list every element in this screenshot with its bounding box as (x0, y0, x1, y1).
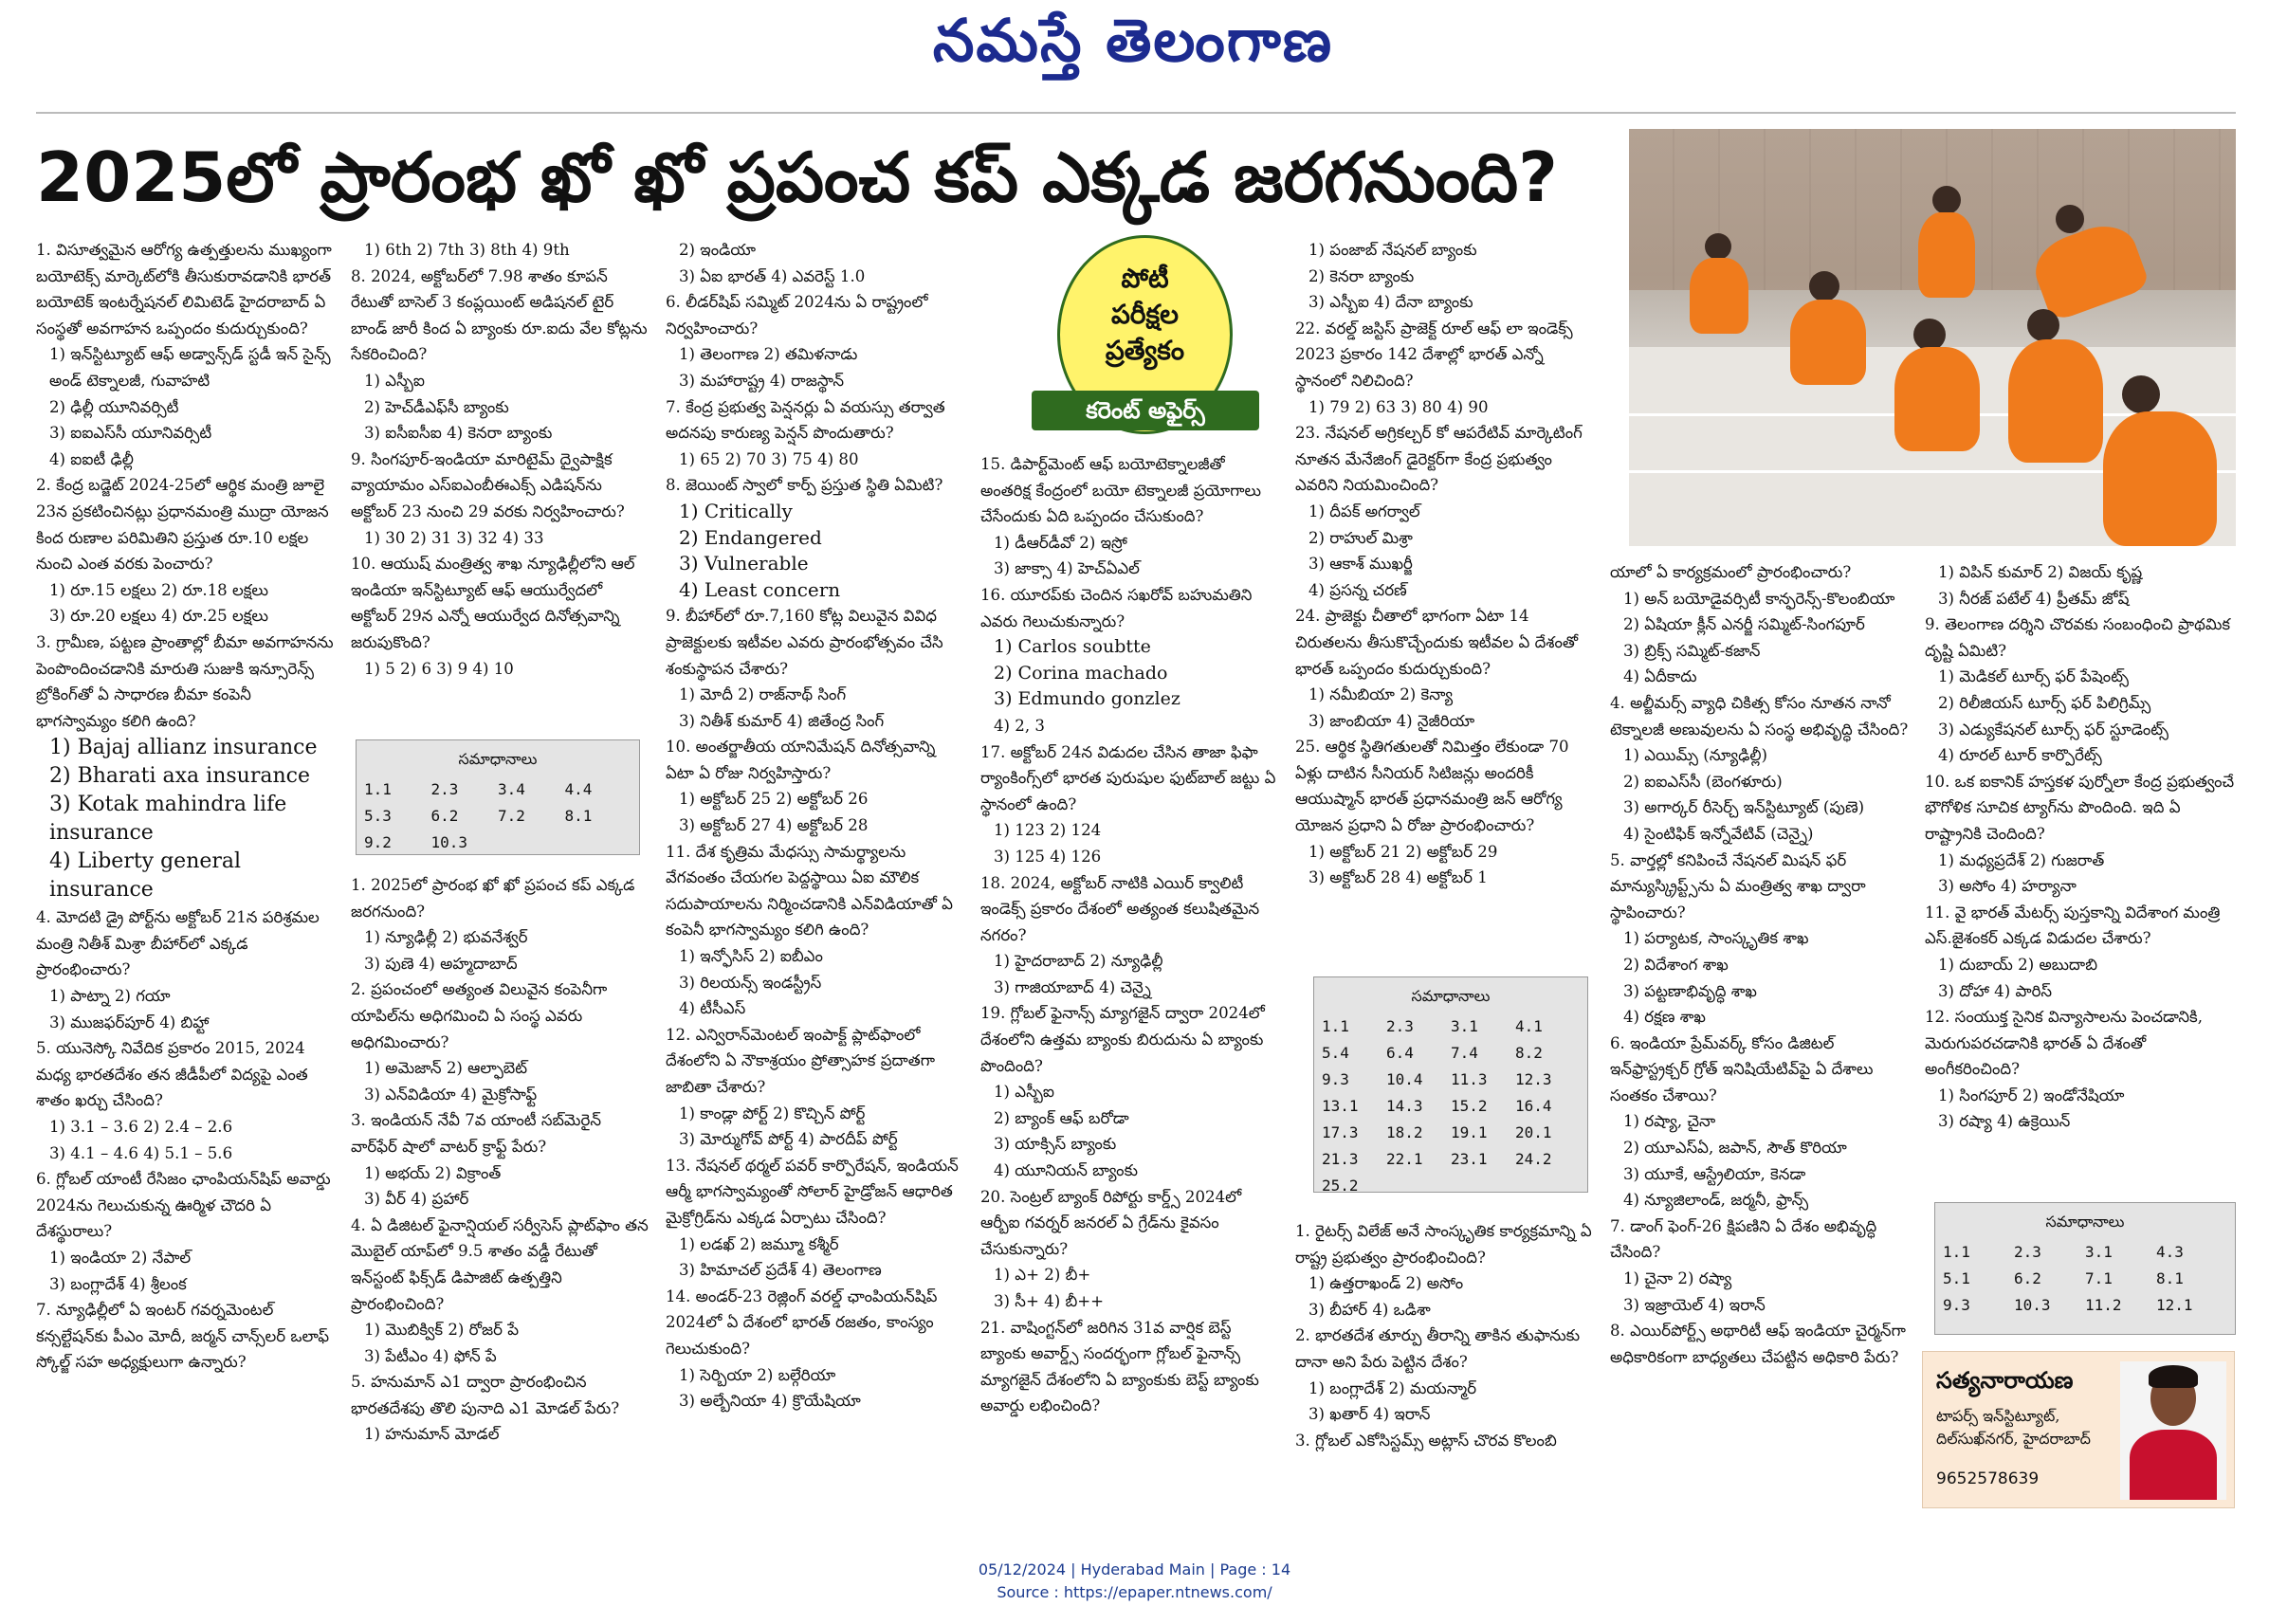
col1-line: 3) ఐఐఎస్‌సీ యూనివర్సిటీ (49, 424, 212, 443)
answers-box-3 (1934, 1202, 2236, 1335)
answer-item: 2.3 (430, 780, 459, 798)
answer-item: 12.3 (1515, 1070, 1552, 1088)
col6-line: 3) పట్టణాభివృద్ధి శాఖ (1623, 981, 1757, 1000)
col2b-line: 3. ఇండియన్ నేవీ 7వ యాంటీ సబ్‌మెరైన్ వార్‌ఫేర్ షాలో వాటర్ క్రాఫ్ట్ పేరు? (351, 1111, 601, 1156)
answer-item: 8.2 (1515, 1044, 1543, 1062)
col5b-line: 3) బీహార్ 4) ఒడిశా (1308, 1300, 1431, 1319)
answer-item: 4.1 (1515, 1017, 1543, 1035)
col7-line: 10. ఒక ఐకానిక్ హస్తకళ పుర్నోలా కేంద్ర ప్రభుత్వంచే భౌగోళిక సూచిక ట్యాగ్‌ను పొందింది. ఇది ఏ రాష్ట్రానికి చెందింది? (1925, 772, 2235, 843)
col1-line: 3) ముజఫర్‌పూర్ 4) బిహ్టా (49, 1013, 210, 1031)
col2b-line: 1) న్యూఢిల్లీ 2) భువనేశ్వర్ (364, 928, 528, 947)
column-4 (980, 451, 1280, 1494)
author-box (1922, 1351, 2235, 1508)
col5-line: 4) ప్రసన్న చరణ్ (1308, 580, 1407, 599)
footer-source-link[interactable]: Source : https://epaper.ntnews.com/ (997, 1583, 1272, 1601)
current-affairs-ribbon: కరెంట్ అఫైర్స్ (1032, 391, 1259, 430)
col6-line: 7. డాంగ్ ఫెంగ్-26 క్షిపణిని ఏ దేశం అభివృద్ధి చేసింది? (1610, 1216, 1877, 1262)
col2-line: 9. సింగపూర్-ఇండియా మారిటైమ్ ద్వైపాక్షిక వ్యాయామం ఎస్ఐఎంబీఈఎక్స్ ఎడిషన్‌ను అక్టోబర్ 23 నుంచి 29 వరకు నిర్వహించారు? (351, 449, 625, 520)
col6-line: 4) సైంటిఫిక్ ఇన్నోవేటివ్ (చెన్నై) (1623, 824, 1814, 843)
col5b-line: 1. రైటర్స్ విలేజ్ అనే సాంస్కృతిక కార్యక్రమాన్ని ఏ రాష్ట్ర ప్రభుత్వం ప్రారంభించింది? (1295, 1222, 1592, 1267)
col7-line: 3) అసోం 4) హర్యానా (1938, 877, 2077, 896)
answer-item: 22.1 (1386, 1150, 1423, 1168)
answer-item: 24.2 (1515, 1150, 1552, 1168)
col2b-line: 4. ఏ డిజిటల్ ఫైనాన్షియల్ సర్వీసెస్ ప్లాట్‌ఫాం తన మొబైల్ యాప్‌లో 9.5 శాతం వడ్డీ రేటుతో ఇన్‌స్టంట్ ఫిక్స్‌డ్ డిపాజిట్ ఉత్పత్తిని ప్రారంభించింది? (351, 1215, 649, 1313)
col5-line: 25. ఆర్థిక స్థితిగతులతో నిమిత్తం లేకుండా 70 ఏళ్లు దాటిన సీనియర్ సిటిజన్లు అందరికీ ఆయుష్మాన్ భారత్ ప్రధానమంత్రి జన్ ఆరోగ్య యోజన ప్రధాని ఏ రోజు ప్రారంభించారు? (1295, 738, 1569, 835)
col3-line: 1) అక్టోబర్ 25 2) అక్టోబర్ 26 (679, 790, 869, 809)
col6-line: 1) చైనా 2) రష్యా (1623, 1269, 1732, 1288)
col6-line: 3) బ్రిక్స్ సమ్మిట్-కజాన్ (1623, 641, 1761, 660)
col7-line: 3) రష్యా 4) ఉక్రెయిన్ (1938, 1112, 2071, 1131)
col6-line: 3) ఇజ్రాయెల్ 4) ఇరాన్ (1623, 1295, 1766, 1314)
answer-item: 11.3 (1451, 1070, 1488, 1088)
col3-line: 6. లీడర్‌షిప్ సమ్మిట్ 2024ను ఏ రాష్ట్రంలో నిర్వహించారు? (666, 293, 928, 338)
col5-line: 1) అక్టోబర్ 21 2) అక్టోబర్ 29 (1308, 842, 1498, 861)
answer-item: 14.3 (1386, 1097, 1423, 1115)
col6-line: 1) రష్యా, చైనా (1623, 1112, 1716, 1131)
answer-item: 9.3 (1943, 1296, 1970, 1314)
col5-line: 1) 79 2) 63 3) 80 4) 90 (1308, 397, 1489, 416)
col3-line: 3) Vulnerable (679, 552, 809, 575)
col3-line: 13. నేషనల్ థర్మల్ పవర్ కార్పొరేషన్, ఇండియన్ ఆర్మీ భాగస్వామ్యంతో సోలార్ హైడ్రోజన్ ఆధారిత మైక్రోగ్రిడ్‌ను ఎక్కడ ఏర్పాటు చేసింది? (666, 1156, 959, 1227)
col1-line: 1. విసూత్వమైన ఆరోగ్య ఉత్పత్తులను ముఖ్యంగా బయోటెక్స్ మార్కెట్‌లోకి తీసుకురావడానికి భారత్ బయోటెక్ ఇంటర్నేషనల్ లిమిటెడ్ హైదరాబాద్ ఏ సంస్థతో అవగాహన ఒప్పందం కుదుర్చుకుంది? (36, 241, 332, 338)
col1-line: 5. యునెస్కో నివేదిక ప్రకారం 2015, 2024 మధ్య భారతదేశం తన జీడీపీలో విద్యపై ఎంత శాతం ఖర్చు చేసింది? (36, 1039, 308, 1110)
answer-item: 9.3 (1322, 1070, 1349, 1088)
col7-line: 3) నీరజ్ పటేల్ 4) ప్రీతమ్ జోష్ (1938, 589, 2130, 608)
author-name: సత్యనారాయణ (1936, 1367, 2074, 1394)
col2-line: 1) ఎస్బీఐ (364, 371, 425, 390)
answer-item: 9.2 (364, 833, 392, 851)
answer-item: 5.4 (1322, 1044, 1349, 1062)
col7-line: 9. తెలంగాణ దర్శిని చొరవకు సంబంధించి ప్రాథమిక దృష్టి ఏమిటి? (1925, 615, 2231, 660)
col5-line: 24. ప్రాజెక్టు చీతాలో భాగంగా ఏటా 14 చిరుతలను తీసుకొచ్చేందుకు ఇటీవల ఏ దేశంతో భారత్ ఒప్పందం కుదుర్చుకుంది? (1295, 607, 1579, 678)
col3-line: 3) ఏఐ భారత్ 4) ఎవరెస్ట్ 1.0 (679, 266, 866, 285)
col6-line: 1) పర్యాటక, సాంస్కృతిక శాఖ (1623, 929, 1809, 948)
col6-line: 4) ఏదీకాదు (1623, 667, 1697, 686)
answer-item: 16.4 (1515, 1097, 1552, 1115)
col5-line: 3) జాంబియా 4) నైజీరియా (1308, 711, 1475, 730)
answer-item: 10.4 (1386, 1070, 1423, 1088)
masthead-rule (36, 112, 2236, 114)
answer-item: 5.3 (364, 807, 392, 825)
answer-item: 19.1 (1451, 1123, 1488, 1141)
badge-line-1: పోటీ (1121, 263, 1169, 294)
author-phone: 9652578639 (1936, 1469, 2040, 1488)
author-institute: టాపర్స్ ఇన్‌స్టిట్యూట్, దిల్‌సుఖ్‌నగర్, హైదరాబాద్ (1936, 1407, 2091, 1448)
col4-line: 3) యాక్సిస్ బ్యాంకు (994, 1135, 1117, 1154)
answer-item: 1.1 (1943, 1243, 1970, 1261)
col4-line: 1) ఎ+ 2) బీ+ (994, 1266, 1091, 1285)
answer-item: 11.2 (2085, 1296, 2122, 1314)
col6-line: 6. ఇండియా ప్రేమ్‌వర్క్ కోసం డిజిటల్ ఇన్‌ఫ్రాస్ట్రక్చర్ గ్రోత్ ఇనిషియేటివ్‌పై ఏ దేశాలు సంతకం చేశాయి? (1610, 1033, 1874, 1104)
col4-line: 21. వాషింగ్టన్‌లో జరిగిన 31వ వార్షిక బెస్ట్ బ్యాంకు అవార్డ్స్ సందర్భంగా గ్లోబల్ ఫైనాన్స్ మ్యాగజైన్ దేశంలోని ఏ బ్యాంకుకు బెస్ట్ బ్యాంకు అవార్డు లభించింది? (980, 1318, 1259, 1415)
answer-item: 3.1 (2085, 1243, 2113, 1261)
col7-line: 1) సింగపూర్ 2) ఇండోనేషియా (1938, 1086, 2125, 1104)
answer-item: 23.1 (1451, 1150, 1488, 1168)
col7-line: 3) ఎడ్యుకేషనల్ టూర్స్ ఫర్ స్టూడెంట్స్ (1938, 720, 2169, 739)
answer-item: 17.3 (1322, 1123, 1359, 1141)
col4-line: 4) యూనియన్ బ్యాంకు (994, 1161, 1138, 1180)
col6-line: 4) రక్షణ శాఖ (1623, 1008, 1706, 1027)
col1-line: 3) Kotak mahindra life insurance (49, 793, 287, 846)
col1-line: 4) Liberty general insurance (49, 849, 242, 903)
col3-line: 8. జెయింట్ స్వాలో కార్ప్ ప్రస్తుత స్థితి ఏమిటి? (666, 476, 943, 495)
answer-item: 6.2 (430, 807, 459, 825)
col7-line: 4) రూరల్ టూర్ కార్పొరేట్స్ (1938, 746, 2102, 765)
col6-line: 4. అల్జీమర్స్ వ్యాధి చికిత్స కోసం నూతన నానో టెక్నాలజీ అణువులను ఏ సంస్థ అభివృద్ధి చేసింది? (1610, 693, 1909, 739)
col4-line: 3) సీ+ 4) బీ++ (994, 1292, 1105, 1310)
answer-item: 7.2 (498, 807, 525, 825)
page-headline: 2025లో ప్రారంభ ఖో ఖో ప్రపంచ కప్ ఎక్కడ జరగనుంది? (36, 137, 1558, 217)
col4-line: 1) హైదరాబాద్ 2) న్యూఢిల్లీ (994, 952, 1163, 971)
answer-item: 18.2 (1386, 1123, 1423, 1141)
col6-line: 2) ఐఐఎస్‌సీ (బెంగళూరు) (1623, 772, 1783, 791)
col4-line: 19. గ్లోబల్ ఫైనాన్స్ మ్యాగజైన్ ద్వారా 2024లో దేశంలోని ఉత్తమ బ్యాంకు బిరుదును ఏ బ్యాంకు పొందింది? (980, 1004, 1265, 1075)
col2b-line: 1) హనుమాన్ మోడల్ (364, 1425, 500, 1444)
col4-line: 3) గాజియాబాద్ 4) చెన్నై (994, 977, 1151, 996)
col2b-line: 1. 2025లో ప్రారంభ ఖో ఖో ప్రపంచ కప్ ఎక్కడ జరగనుంది? (351, 876, 635, 921)
answer-item: 8.1 (564, 807, 593, 825)
col5-line: 23. నేషనల్ అగ్రికల్చర్ కో ఆపరేటివ్ మార్కెటింగ్ నూతన మేనేజింగ్ డైరెక్టర్‌గా కేంద్ర ప్రభుత్వం ఎవరిని నియమించింది? (1295, 424, 1583, 495)
col5b-line: 3) ఖతార్ 4) ఇరాన్ (1308, 1405, 1431, 1424)
col5b-line: 1) ఉత్తరాఖండ్ 2) అసోం (1308, 1274, 1464, 1293)
answer-item: 15.2 (1451, 1097, 1488, 1115)
col3-line: 4) Least concern (679, 577, 841, 601)
col2b-line: 1) అమెజాన్ 2) ఆల్ఫాబెట్ (364, 1059, 528, 1078)
author-photo (2120, 1361, 2226, 1500)
col2b-line: 1) అభయ్ 2) విక్రాంత్ (364, 1163, 502, 1182)
col3-line: 11. దేశ కృత్రిమ మేధస్సు సామర్థ్యాలను వేగవంతం చేయగల పెద్దస్థాయి ఏఐ మౌలిక సదుపాయాలను నిర్మించడానికి ఎన్‌విడియాతో ఏ కంపెనీ భాగస్వామ్యం కలిగి ఉంది? (666, 842, 953, 940)
col3-line: 7. కేంద్ర ప్రభుత్వ పెన్షనర్లు ఏ వయస్సు తర్వాత అదనపు కారుణ్య పెన్షన్ పొందుతారు? (666, 397, 945, 443)
col1-line: 1) పాట్నా 2) గయా (49, 987, 171, 1006)
col2-line: 3) ఐసీఐసీఐ 4) కెనరా బ్యాంకు (364, 424, 553, 443)
col4-line: 18. 2024, అక్టోబర్ నాటికి ఎయిర్ క్వాలిటీ ఇండెక్స్ ప్రకారం దేశంలో అత్యంత కలుషితమైన నగరం? (980, 873, 1260, 944)
col5b-line: 3. గ్లోబల్ ఎకోసిస్టమ్స్ అట్లాస్ చొరవ కొలంబి (1295, 1431, 1557, 1450)
col6-line: 2) యూఎస్ఏ, జపాన్, సౌత్ కొరియా (1623, 1139, 1847, 1158)
col6-line: 2) ఏషియా క్లీన్ ఎనర్జీ సమ్మిట్-సింగపూర్ (1623, 615, 1865, 634)
col3-line: 1) సెర్బియా 2) బల్గేరియా (679, 1365, 836, 1384)
col6-line: 8. ఎయిర్‌పోర్ట్స్ అథారిటీ ఆఫ్ ఇండియా చైర్మన్‌గా అధికారికంగా బాధ్యతలు చేపట్టిన అధికారి పేరు? (1610, 1322, 1906, 1366)
col4-line: 4) 2, 3 (994, 716, 1045, 735)
col5b-line: 2. భారతదేశ తూర్పు తీరాన్ని తాకిన తుఫానుకు దానా అని పేరు పెట్టిన దేశం? (1295, 1326, 1581, 1371)
badge-line-3: ప్రత్యేకం (1105, 335, 1185, 366)
col2-line: 1) 30 2) 31 3) 32 4) 33 (364, 528, 544, 547)
col2-line: 8. 2024, అక్టోబర్‌లో 7.98 శాతం కూపన్ రేటుతో బాసెల్ 3 కంప్లయింట్ అడిషనల్ టైర్ బాండ్ జారీ కింద ఏ బ్యాంకు రూ.ఐదు వేల కోట్లను సేకరించింది? (351, 266, 648, 364)
col4-line: 17. అక్టోబర్ 24న విడుదల చేసిన తాజా ఫిఫా ర్యాంకింగ్స్‌లో భారత పురుషుల ఫుట్‌బాల్ జట్టు ఏ స్థానంలో ఉంది? (980, 742, 1276, 813)
answers-box-2 (1313, 976, 1588, 1193)
answers-title: సమాధానాలు (2045, 1213, 2125, 1231)
col2b-line: 1) మొబిక్విక్ 2) రోజర్ పే (364, 1321, 519, 1340)
col1-line: 1) 3.1 – 3.6 2) 2.4 – 2.6 (49, 1118, 233, 1137)
col5-line: 3) అక్టోబర్ 28 4) అక్టోబర్ 1 (1308, 868, 1488, 887)
col3-line: 1) మోదీ 2) రాజ్‌నాథ్ సింగ్ (679, 685, 847, 704)
column-2b (351, 872, 650, 1479)
badge-line-2: పరీక్షల (1111, 299, 1179, 330)
answers-title: సమాధానాలు (458, 750, 538, 768)
answer-item: 4.4 (564, 780, 593, 798)
col3-line: 9. బీహార్‌లో రూ.7,160 కోట్ల విలువైన వివిధ ప్రాజెక్టులకు ఇటీవల ఎవరు ప్రారంభోత్సవం చేసి శంకుస్థాపన చేశారు? (666, 607, 943, 678)
col5-line: 2) కెనరా బ్యాంకు (1308, 266, 1415, 285)
col7-line: 3) దోహా 4) పారిస్ (1938, 981, 2053, 1000)
col1-line: 3. గ్రామీణ, పట్టణ ప్రాంతాల్లో బీమా అవగాహనను పెంపొందించడానికి మారుతి సుజుకి ఇన్సూరెన్స్ బ్రోకింగ్‌తో ఏ సాధారణ బీమా కంపెనీ భాగస్వామ్యం కలిగి ఉంది? (36, 632, 334, 730)
col6-line: 1) ఎయిమ్స్ (న్యూఢిల్లీ) (1623, 746, 1768, 765)
col4-line: 1) Carlos soubtte (994, 636, 1151, 658)
col6-line: 3) అగార్కర్ రీసెర్చ్ ఇన్‌స్టిట్యూట్ (పుణె) (1623, 798, 1865, 817)
col4-line: 3) జాక్సా 4) హెచ్ఏఎల్ (994, 559, 1140, 578)
col4-line: 1) ఎస్బీఐ (994, 1083, 1054, 1102)
col6-line: 2) విదేశాంగ శాఖ (1623, 955, 1729, 974)
col4-line: 2) బ్యాంక్ ఆఫ్ బరోడా (994, 1108, 1129, 1127)
answer-item: 1.1 (1322, 1017, 1349, 1035)
kho-kho-photo (1629, 129, 2236, 546)
col2-line: 10. ఆయుష్ మంత్రిత్వ శాఖ న్యూఢిల్లీలోని ఆల్ ఇండియా ఇన్‌స్టిట్యూట్ ఆఫ్ ఆయుర్వేదలో అక్టోబర్ 29న ఎన్నో ఆయుర్వేద దినోత్సవాన్ని జరుపుకొంది? (351, 555, 635, 651)
col3-line: 10. అంతర్జాతీయ యానిమేషన్ దినోత్సవాన్ని ఏటా ఏ రోజు నిర్వహిస్తారు? (666, 738, 936, 782)
col7-line: 12. సంయుక్త సైనిక విన్యాసాలను పెంచడానికి, మెరుగుపరచడానికి భారత్ ఏ దేశంతో అంగీకరించింది? (1925, 1008, 2203, 1079)
col4-line: 15. డిపార్ట్‌మెంట్ ఆఫ్ బయోటెక్నాలజీతో అంతరిక్ష కేంద్రంలో బయో టెక్నాలజీ ప్రయోగాలు చేసేందుకు ఏది ఒప్పందం చేసుకుంది? (980, 455, 1262, 526)
col5-line: 1) దీపక్ అగర్వాల్ (1308, 502, 1420, 520)
answer-item: 10.3 (430, 833, 468, 851)
col6-line: 5. వార్తల్లో కనిపించే నేషనల్ మిషన్ ఫర్ మాన్యుస్క్రిప్ట్స్‌ను ఏ మంత్రిత్వ శాఖ ద్వారా స్థాపించారు? (1610, 850, 1866, 921)
col7-line: 1) విపిన్ కుమార్ 2) విజయ్ కృష్ణ (1938, 563, 2143, 581)
col1-line: 3) బంగ్లాదేశ్ 4) శ్రీలంక (49, 1274, 187, 1293)
col3-line: 3) అల్బేనియా 4) క్రొయేషియా (679, 1392, 861, 1411)
col5-line: 3) ఆకాశ్ ముఖర్జీ (1308, 555, 1413, 574)
answer-item: 3.1 (1451, 1017, 1478, 1035)
col3-line: 1) ఇన్ఫోసిస్ 2) ఐబీఎం (679, 947, 823, 966)
col3-line: 1) లడఖ్ 2) జమ్మూ కశ్మీర్ (679, 1234, 839, 1253)
answer-item: 12.1 (2156, 1296, 2193, 1314)
col5-line: 22. వరల్డ్ జస్టిస్ ప్రాజెక్ట్ రూల్ ఆఫ్ లా ఇండెక్స్ 2023 ప్రకారం 142 దేశాల్లో భారత్ ఎన్నో స్థానంలో నిలిచింది? (1295, 319, 1573, 390)
col3-line: 2) Endangered (679, 525, 822, 549)
col1-line: 2. కేంద్ర బడ్జెట్ 2024-25లో ఆర్థిక మంత్రి జూలై 23న ప్రకటించినట్లు ప్రధానమంత్రి ముద్రా యోజన కింద రుణాల పరిమితిని ప్రస్తుత రూ.10 లక్షల నుంచి ఎంత వరకు పెంచారు? (36, 476, 329, 574)
column-1 (36, 237, 336, 1545)
col7-line: 1) మెడికల్ టూర్స్ ఫర్ పేషెంట్స్ (1938, 667, 2130, 686)
col1-line: 3) రూ.20 లక్షలు 4) రూ.25 లక్షలు (49, 607, 268, 626)
footer-dateline: 05/12/2024 | Hyderabad Main | Page : 14 (978, 1560, 1291, 1578)
col7-line: 1) మధ్యప్రదేశ్ 2) గుజరాత్ (1938, 850, 2105, 869)
column-3 (666, 237, 965, 1545)
answers-box-1 (356, 739, 640, 855)
col3-line: 3) అక్టోబర్ 27 4) అక్టోబర్ 28 (679, 816, 869, 835)
col3-line: 12. ఎన్విరాన్‌మెంటల్ ఇంపాక్ట్ ప్లాట్‌ఫాంలో దేశంలోని ఏ నౌకాశ్రయం ప్రోత్సాహక ప్రదాతగా జాబితా చేశారు? (666, 1025, 935, 1096)
answer-item: 13.1 (1322, 1097, 1359, 1115)
answer-item: 3.4 (498, 780, 525, 798)
answer-item: 25.2 (1322, 1177, 1359, 1195)
col1-line: 1) Bajaj allianz insurance (49, 736, 318, 760)
answer-item: 2.3 (1386, 1017, 1414, 1035)
answer-item: 5.1 (1943, 1269, 1970, 1287)
col5-line: 1) నమీబియా 2) కెన్యా (1308, 685, 1454, 704)
col3-line: 3) హిమాచల్ ప్రదేశ్ 4) తెలంగాణ (679, 1261, 882, 1280)
col1-line: 1) ఇన్‌స్టిట్యూట్ ఆఫ్ అడ్వాన్స్‌డ్ స్టడీ ఇన్ సైన్స్ అండ్ టెక్నాలజీ, గువాహటి (49, 345, 331, 390)
answer-item: 6.4 (1386, 1044, 1414, 1062)
col5-line: 1) పంజాబ్ నేషనల్ బ్యాంకు (1308, 241, 1477, 259)
column-7 (1925, 559, 2236, 1185)
answer-item: 2.3 (2014, 1243, 2041, 1261)
col6-line: యాలో ఏ కార్యక్రమంలో ప్రారంభించారు? (1610, 563, 1852, 581)
answer-item: 7.4 (1451, 1044, 1478, 1062)
col2b-line: 3) ఎన్‌విడియా 4) మైక్రోసాఫ్ట్ (364, 1085, 538, 1104)
col5-line: 2) రాహుల్ మిశ్రా (1308, 528, 1413, 547)
col3-line: 1) 65 2) 70 3) 75 4) 80 (679, 449, 859, 468)
col3-line: 14. అండర్-23 రెజ్లింగ్ వరల్డ్ ఛాంపియన్‌షిప్ 2024లో ఏ దేశంలో భారత్ రజతం, కాంస్యం గెలుచుకుంది? (666, 1286, 938, 1358)
col2-line: 2) హెచ్‌డీఎఫ్‌సీ బ్యాంకు (364, 397, 509, 416)
col3-line: 2) ఇండియా (679, 241, 757, 259)
answer-item: 4.3 (2156, 1243, 2184, 1261)
col5-line: 3) ఎస్బీఐ 4) దేనా బ్యాంకు (1308, 293, 1473, 312)
col3-line: 3) మోర్ముగోవ్ పోర్ట్ 4) పారదీప్ పోర్ట్ (679, 1130, 898, 1149)
col1-line: 7. న్యూఢిల్లీలో ఏ ఇంటర్ గవర్నమెంటల్ కన్సల్టేషన్‌కు పీఎం మోదీ, జర్మన్ చాన్స్‌లర్ ఒలాఫ్ స్కోల్జ్ సహ అధ్యక్షులుగా ఉన్నారు? (36, 1301, 330, 1372)
col2-line: 1) 5 2) 6 3) 9 4) 10 (364, 659, 514, 678)
answer-item: 7.1 (2085, 1269, 2113, 1287)
answer-item: 1.1 (364, 780, 392, 798)
col1-line: 4) ఐఐటీ ఢిల్లీ (49, 449, 134, 468)
answers-title: సమాధానాలు (1411, 987, 1491, 1005)
col3-line: 1) తెలంగాణ 2) తమిళనాడు (679, 345, 858, 364)
col4-line: 3) Edmundo gonzlez (994, 688, 1180, 710)
col4-line: 2) Corina machado (994, 662, 1168, 684)
col2b-line: 3) పేటీఎం 4) ఫోన్ పే (364, 1346, 497, 1365)
col2-line: 1) 6th 2) 7th 3) 8th 4) 9th (364, 241, 570, 259)
column-6 (1610, 559, 1910, 1498)
col3-line: 3) రిలయన్స్ ఇండస్ట్రీస్ (679, 973, 822, 992)
col4-line: 1) 123 2) 124 (994, 821, 1102, 840)
col2b-line: 2. ప్రపంచంలో అత్యంత విలువైన కంపెనీగా యాపిల్‌ను అధిగమించి ఏ సంస్థ ఎవరు అధిగమించారు? (351, 980, 608, 1051)
col5b-line: 1) బంగ్లాదేశ్ 2) మయన్మార్ (1308, 1378, 1477, 1397)
col3-line: 3) నితీశ్ కుమార్ 4) జితేంద్ర సింగ్ (679, 711, 885, 730)
col7-line: 1) దుబాయ్ 2) అబుదాబి (1938, 955, 2097, 974)
col4-line: 16. యూరప్‌కు చెందిన సఖరోవ్ బహుమతిని ఎవరు గెలుచుకున్నారు? (980, 585, 1253, 630)
answer-item: 10.3 (2014, 1296, 2051, 1314)
col1-line: 2) ఢిల్లీ యూనివర్సిటీ (49, 397, 179, 416)
col1-line: 4. మోదటి డ్రై పోర్ట్‌ను అక్టోబర్ 21న పరిశ్రమల మంత్రి నితీశ్ మిశ్రా బీహార్‌లో ఎక్కడ ప్రారంభించారు? (36, 908, 320, 979)
col1-line: 3) 4.1 – 4.6 4) 5.1 – 5.6 (49, 1143, 233, 1162)
col1-line: 6. గ్లోబల్ యాంటీ రేసిజం ఛాంపియన్‌షిప్ అవార్డు 2024ను గెలుచుకున్న ఊర్మిళ చౌదరి ఏ దేశస్థురాలు? (36, 1170, 331, 1241)
col6-line: 4) న్యూజిలాండ్, జర్మనీ, ఫ్రాన్స్ (1623, 1191, 1809, 1210)
col6-line: 1) అన్ బయోడైవర్సిటీ కాన్ఫరెన్స్-కొలంబియా (1623, 589, 1895, 608)
col3-line: 1) Critically (679, 499, 793, 522)
col2b-line: 5. హనుమాన్ ఎ1 ద్వారా ప్రారంభించిన భారతదేశపు తొలి పునాది ఎ1 మోడల్ పేరు? (351, 1373, 620, 1417)
col7-line: 11. వై భారత్ మేటర్స్ పుస్తకాన్ని విదేశాంగ మంత్రి ఎస్.జైశంకర్ ఎక్కడ విడుదల చేశారు? (1925, 903, 2221, 948)
col7-line: 2) రిలీజియస్ టూర్స్ ఫర్ పిలిగ్రిమ్స్ (1938, 693, 2151, 712)
col6-line: 3) యూకే, ఆస్ట్రేలియా, కెనడా (1623, 1164, 1806, 1183)
col2b-line: 3) పుణె 4) అహ్మదాబాద్ (364, 954, 518, 973)
col4-line: 3) 125 4) 126 (994, 847, 1102, 866)
column-5b (1295, 1218, 1595, 1503)
col1-line: 1) ఇండియా 2) నేపాల్ (49, 1249, 192, 1267)
answer-item: 20.1 (1515, 1123, 1552, 1141)
col2b-line: 3) వీర్ 4) ప్రహార్ (364, 1190, 469, 1209)
col4-line: 20. సెంట్రల్ బ్యాంక్ రిపోర్టు కార్డ్స్ 2024లో ఆర్బీఐ గవర్నర్ జనరల్ ఏ గ్రేడ్‌ను కైవసం చేసుకున్నారు? (980, 1187, 1242, 1258)
col3-line: 4) టీసీఎస్ (679, 999, 746, 1018)
answer-item: 6.2 (2014, 1269, 2041, 1287)
answer-item: 21.3 (1322, 1150, 1359, 1168)
col1-line: 2) Bharati axa insurance (49, 764, 310, 789)
masthead-logo: నమస్తే తెలంగాణ (932, 6, 1334, 75)
answer-item: 8.1 (2156, 1269, 2184, 1287)
col3-line: 3) మహారాష్ట్ర 4) రాజస్థాన్ (679, 371, 845, 390)
col4-line: 1) డీఆర్‌డీవో 2) ఇస్రో (994, 533, 1127, 552)
col1-line: 1) రూ.15 లక్షలు 2) రూ.18 లక్షలు (49, 580, 268, 599)
col3-line: 1) కాండ్లా పోర్ట్ 2) కొచ్చిన్ పోర్ట్ (679, 1104, 866, 1122)
